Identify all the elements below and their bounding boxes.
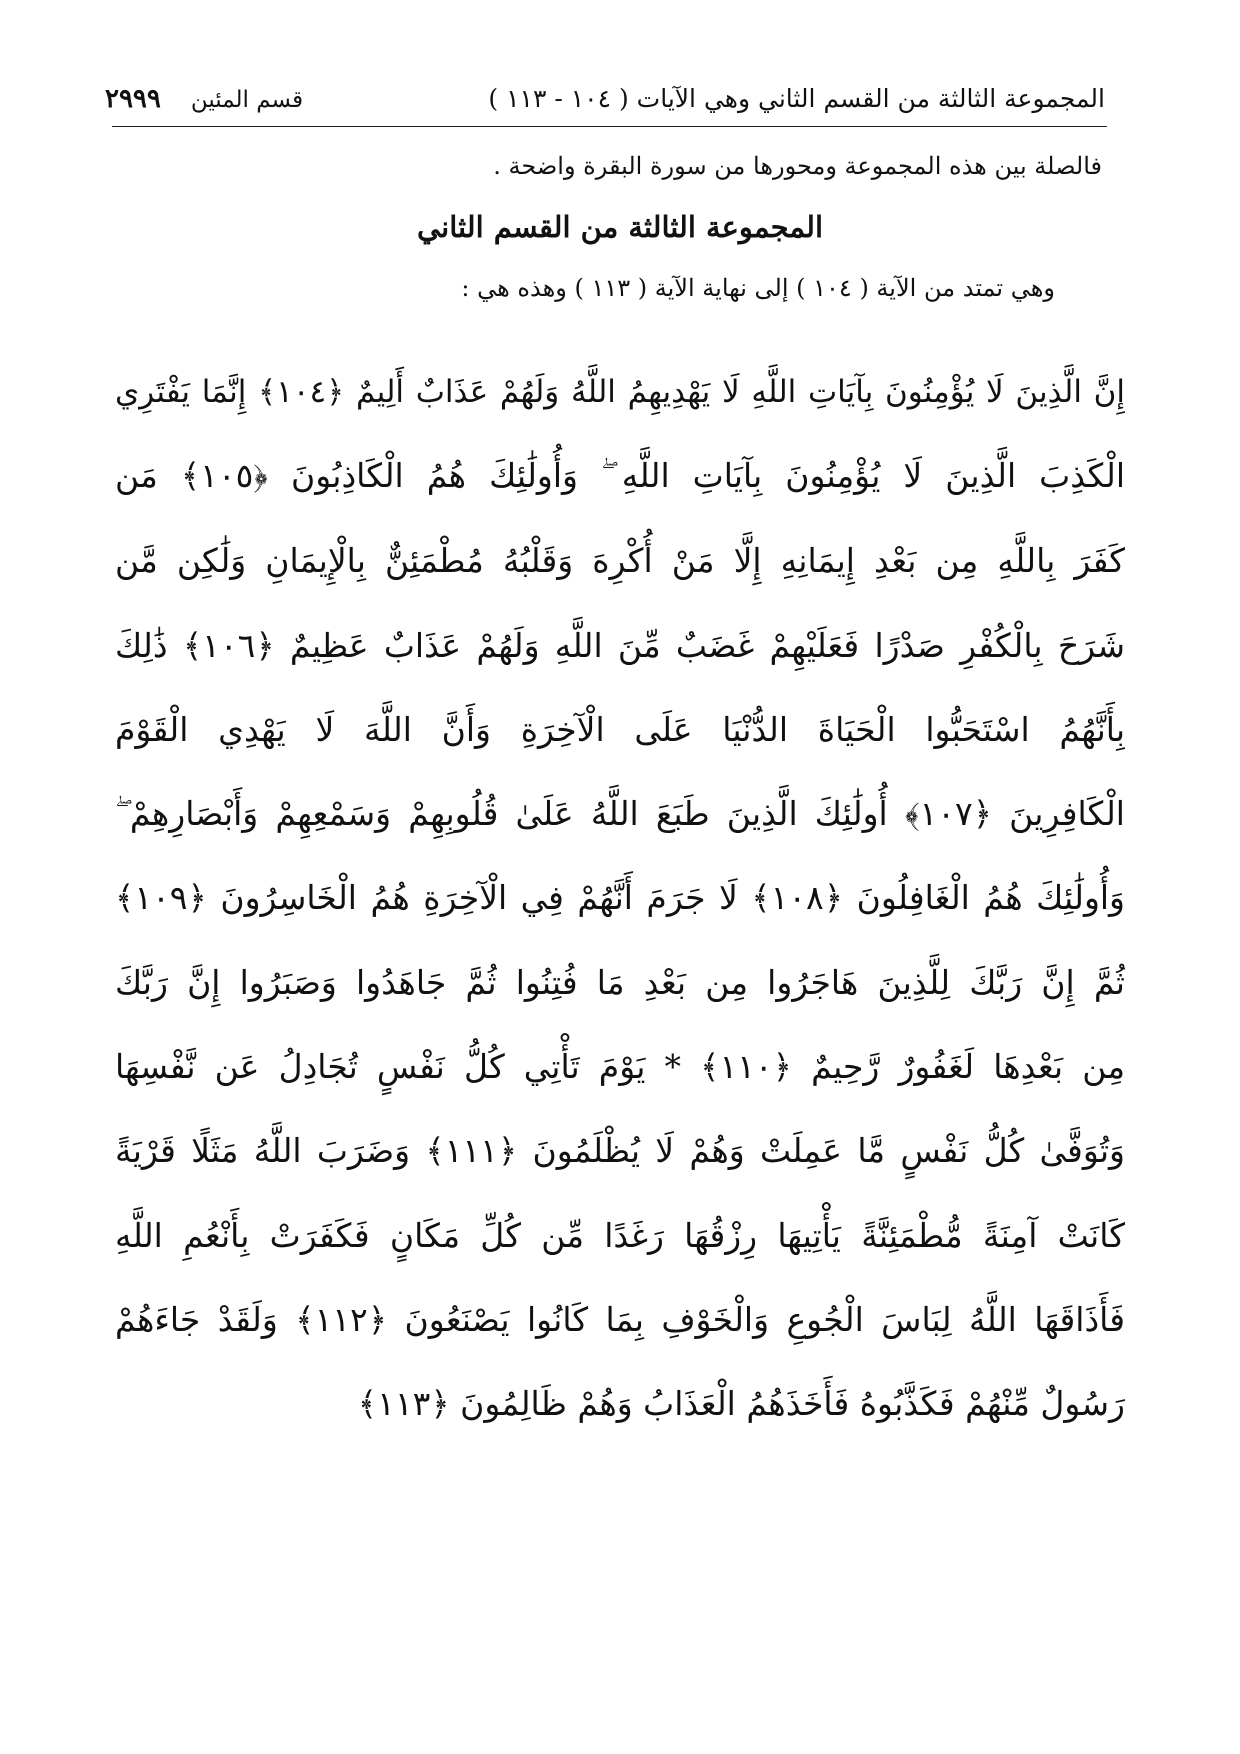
verse-line-text: فَأَذَاقَهَا اللَّهُ لِبَاسَ الْجُوعِ وَالْخَوْفِ بِمَا كَانُوا يَصْنَعُونَ ﴿١١٢﴾ وَلَقَدْ جَاءَهُمْ: [115, 1299, 1125, 1339]
verse-line: [115, 350, 1125, 434]
verse-line: [115, 771, 1125, 855]
verse-line-text: الْكَافِرِينَ ﴿١٠٧﴾ أُولَٰئِكَ الَّذِينَ طَبَعَ اللَّهُ عَلَىٰ قُلُوبِهِمْ وَسَمْعِهِمْ وَأَبْصَارِهِمْ ۖ: [115, 793, 1125, 833]
page-number: ٢٩٩٩: [105, 84, 161, 114]
verse-line-text: الْكَذِبَ الَّذِينَ لَا يُؤْمِنُونَ بِآيَاتِ اللَّهِ ۖ وَأُولَٰئِكَ هُمُ الْكَاذِبُونَ ﴿١٠٥﴾ مَن: [115, 456, 1125, 496]
verse-line: [115, 940, 1125, 1024]
verse-line-text: وَأُولَٰئِكَ هُمُ الْغَافِلُونَ ﴿١٠٨﴾ لَا جَرَمَ أَنَّهُمْ فِي الْآخِرَةِ هُمُ الْخَاسِرُونَ ﴿١٠٩﴾: [115, 878, 1125, 918]
verse-line: [115, 519, 1125, 603]
verse-line-text: كَفَرَ بِاللَّهِ مِن بَعْدِ إِيمَانِهِ إِلَّا مَنْ أُكْرِهَ وَقَلْبُهُ مُطْمَئِنٌّ بِالْإِيمَانِ وَلَٰكِن مَّن: [115, 541, 1125, 581]
verse-line: [115, 1109, 1125, 1193]
verse-block: [115, 350, 1125, 1446]
verse-line: [115, 1362, 1125, 1446]
running-header: [105, 78, 1105, 126]
extent-paragraph: وهي تمتد من الآية ( ١٠٤ ) إلى نهاية الآية ( ١١٣ ) وهذه هي :: [461, 274, 1055, 302]
section-heading: المجموعة الثالثة من القسم الثاني: [416, 210, 824, 244]
verse-line: [115, 687, 1125, 771]
verse-line: [115, 1277, 1125, 1361]
verse-line: [115, 856, 1125, 940]
verse-line: [115, 1193, 1125, 1277]
verse-line-text: بِأَنَّهُمُ اسْتَحَبُّوا الْحَيَاةَ الدُّنْيَا عَلَى الْآخِرَةِ وَأَنَّ اللَّهَ لَا يَهْدِي الْقَوْمَ: [115, 709, 1125, 749]
verse-line-text: كَانَتْ آمِنَةً مُّطْمَئِنَّةً يَأْتِيهَا رِزْقُهَا رَغَدًا مِّن كُلِّ مَكَانٍ فَكَفَرَتْ بِأَنْعُمِ اللَّهِ: [115, 1215, 1125, 1255]
verse-line-text: مِن بَعْدِهَا لَغَفُورٌ رَّحِيمٌ ﴿١١٠﴾ * يَوْمَ تَأْتِي كُلُّ نَفْسٍ تُجَادِلُ عَن نَّفْسِهَا: [115, 1047, 1125, 1087]
running-header-meta: [105, 84, 303, 114]
verse-line-text: شَرَحَ بِالْكُفْرِ صَدْرًا فَعَلَيْهِمْ غَضَبٌ مِّنَ اللَّهِ وَلَهُمْ عَذَابٌ عَظِيمٌ ﴿١٠٦﴾ ذَٰلِكَ: [115, 625, 1125, 665]
verse-line: [115, 1024, 1125, 1108]
verse-line: [115, 603, 1125, 687]
running-header-section: قسم المئين: [190, 87, 304, 113]
header-divider: [112, 126, 1107, 127]
verse-line-text: رَسُولٌ مِّنْهُمْ فَكَذَّبُوهُ فَأَخَذَهُمُ الْعَذَابُ وَهُمْ ظَالِمُونَ ﴿١١٣﴾: [357, 1384, 1125, 1424]
intro-paragraph: فالصلة بين هذه المجموعة ومحورها من سورة البقرة واضحة .: [493, 152, 1102, 180]
verse-line-text: ثُمَّ إِنَّ رَبَّكَ لِلَّذِينَ هَاجَرُوا مِن بَعْدِ مَا فُتِنُوا ثُمَّ جَاهَدُوا وَصَبَرُوا إِنَّ رَبَّكَ: [115, 962, 1125, 1002]
running-header-title: المجموعة الثالثة من القسم الثاني وهي الآيات ( ١٠٤ - ١١٣ ): [488, 84, 1105, 113]
verse-line-text: إِنَّ الَّذِينَ لَا يُؤْمِنُونَ بِآيَاتِ اللَّهِ لَا يَهْدِيهِمُ اللَّهُ وَلَهُمْ عَذَابٌ أَلِيمٌ ﴿١٠٤﴾ إِنَّمَا يَفْتَرِي: [115, 374, 1125, 411]
verse-line-text: وَتُوَفَّىٰ كُلُّ نَفْسٍ مَّا عَمِلَتْ وَهُمْ لَا يُظْلَمُونَ ﴿١١١﴾ وَضَرَبَ اللَّهُ مَثَلًا قَرْيَةً: [115, 1131, 1125, 1171]
verse-line: [115, 434, 1125, 518]
